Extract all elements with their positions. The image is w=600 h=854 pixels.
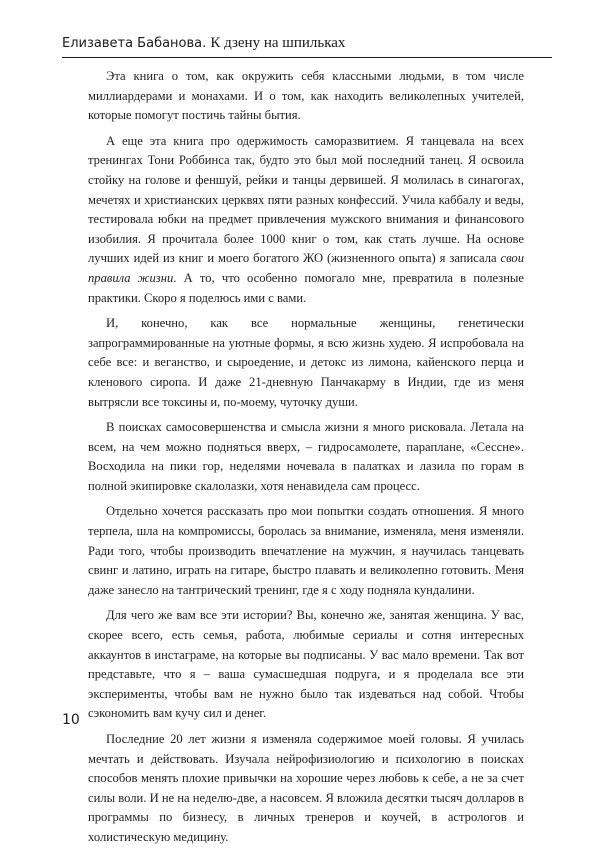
header-separator: .: [202, 36, 211, 51]
page-number: 10: [62, 712, 80, 728]
header-rule: [62, 57, 552, 58]
header-author: Елизавета Бабанова: [62, 36, 203, 51]
paragraph: [88, 132, 524, 308]
paragraph: Эта книга о том, как окружить себя классными людьми, в том числе миллиардерами и монахами. И о том, как находить великолепных учителей, которые помогут постичь тайны бытия.: [88, 69, 524, 123]
paragraph: В поисках самосовершенства и смысла жизни я много рисковала. Летала на всем, на чем можно подняться вверх, – гидросамолете, параплане, «Сессне». Восходила на пики гор, неделями ночевала в палатках и лазила по горам в полной экипировке скалолазки, хотя ненавидела сам процесс.: [88, 420, 524, 493]
paragraph: Последние 20 лет жизни я изменяла содержимое моей головы. Я училась мечтать и действовать. Изучала нейрофизиологию и психологию в поисках способов менять плохие привычки на хорошие через любовь к себе, а не за счет силы воли. И не на неделю-две, а насовсем. Я вложила десятки тысяч долларов в программы по бизнесу, в личных тренеров и коучей, в астрологов и холистическую медицину.: [88, 732, 524, 844]
paragraph-emphasis: свои правила жизни: [88, 251, 524, 285]
paragraph: И, конечно, как все нормальные женщины, генетически запрограммированные на уютные формы, я всю жизнь худею. Я испробовала на себе все: и веганство, и сыроедение, и детокс из лимона, кайенского перца и кленового сиропа. И даже 21-дневную Панчакарму в Индии, где из меня вытрясли все токсины и, по-моему, чуточку души.: [88, 316, 524, 409]
paragraph-text: А еще эта книга про одержимость саморазвитием. Я танцевала на всех тренингах Тони Роббинса так, будто это был мой последний танец. Я освоила стойку на голове и феншуй, рейки и танцы дервишей. Я молилась в синагогах, мечетях и христианских церквях пяти разных конфессий. Учила каббалу и веды, тестировала юбки на предмет привлечения мужского внимания и финансового изобилия. Я прочитала более 1000 книг о том, как стать лучше. На основе лучших идей из книг и моего богатого ЖО (жизненного опыта) я записала: [88, 133, 524, 266]
paragraph-text: . А то, что особенно помогало мне, превратила в полезные практики. Скоро я поделюсь ими с вами.: [88, 270, 524, 305]
body-text: [88, 67, 524, 854]
paragraph: Для чего же вам все эти истории? Вы, конечно же, занятая женщина. У вас, скорее всего, есть семья, работа, любимые сериалы и сотня интересных аккаунтов в инстаграме, на которые вы подписаны. У вас мало времени. Так вот представьте, что я – ваша сумасшедшая подруга, и я проделала все эти эксперименты, чтобы вам не нужно было так издеваться над собой. Чтобы сэкономить вам кучу сил и денег.: [88, 608, 524, 721]
running-header: [62, 34, 552, 56]
header-book-title: К дзену на шпильках: [210, 35, 346, 51]
paragraph: Отдельно хочется рассказать про мои попытки создать отношения. Я много терпела, шла на компромиссы, боролась за внимание, изменяла, меня изменяли. Ради того, чтобы производить впечатление на мужчин, я научилась танцевать свинг и латино, играть на гитаре, быстро плавать и великолепно готовить. Меня даже занесло на тантрический тренинг, где я с ходу подняла кундалини.: [88, 504, 524, 597]
